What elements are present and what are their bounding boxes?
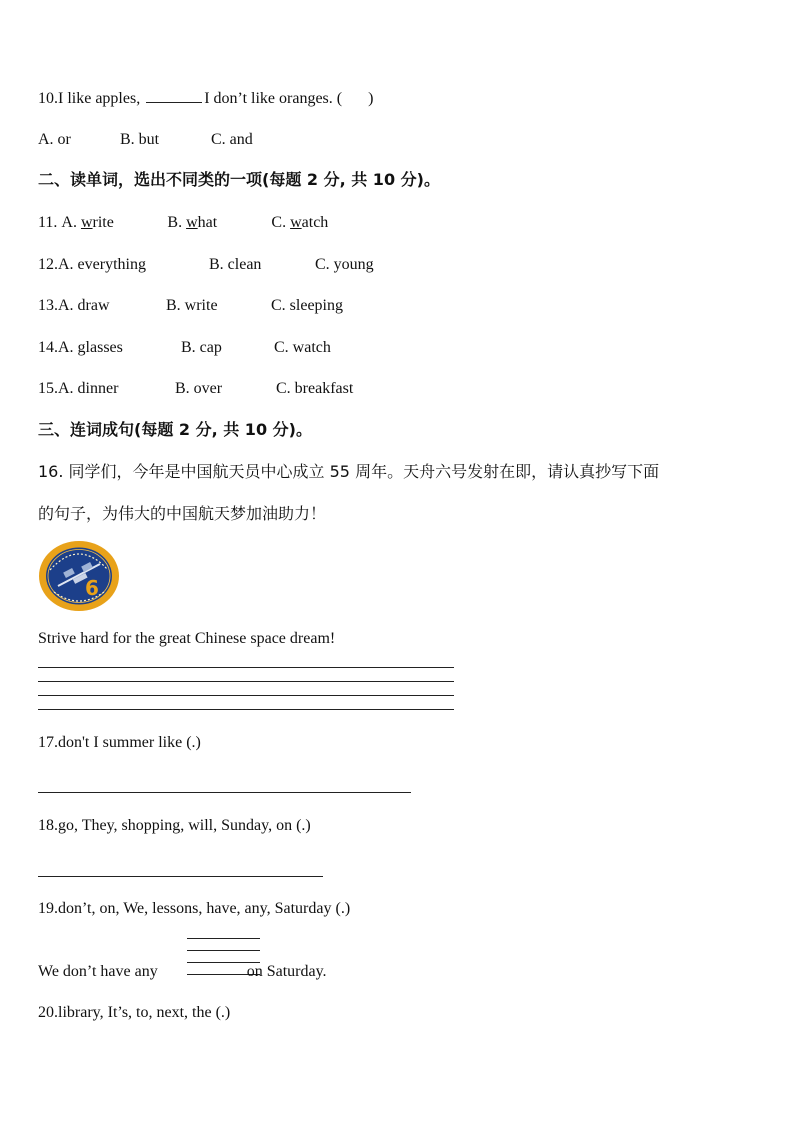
q17-answer-line[interactable]	[38, 792, 411, 793]
section-3-heading: 三、连词成句(每题 2 分, 共 10 分)。	[38, 420, 312, 439]
q10-stem-b: I don’t like oranges. (	[204, 90, 343, 107]
question-14	[38, 338, 331, 358]
q14-option-b[interactable]: B. cap	[181, 339, 222, 356]
q10-option-b[interactable]: B. but	[120, 131, 160, 148]
q11-option-c[interactable]: C. watch	[271, 214, 329, 231]
q10-stem-c: )	[368, 90, 374, 107]
question-17: 17.don't I summer like (.)	[38, 734, 201, 751]
q16-instruction-line-1: 16. 同学们，今年是中国航天员中心成立 55 周年。天舟六号发射在即，请认真抄写下面	[38, 462, 660, 481]
q16-copy-line[interactable]	[38, 695, 454, 696]
question-19: 19.don’t, on, We, lessons, have, any, Saturday (.)	[38, 900, 351, 917]
question-13	[38, 296, 343, 316]
q19-answer-post: on Saturday.	[246, 963, 327, 980]
q19-answer-pre: We don’t have any	[38, 963, 158, 980]
q12-option-b[interactable]: B. clean	[209, 256, 262, 273]
q11-option-b[interactable]: B. what	[167, 214, 218, 231]
q15-option-a[interactable]: 15.A. dinner	[38, 380, 119, 397]
q10-option-a[interactable]: A. or	[38, 131, 71, 148]
q19-blank-line[interactable]	[187, 950, 260, 951]
q18-answer-line[interactable]	[38, 876, 323, 877]
question-15	[38, 379, 353, 399]
q16-copy-line[interactable]	[38, 667, 454, 668]
section-2-heading: 二、读单词，选出不同类的一项(每题 2 分, 共 10 分)。	[38, 170, 440, 189]
question-10	[38, 88, 373, 109]
q12-option-c[interactable]: C. young	[315, 256, 374, 273]
q10-options	[38, 130, 253, 150]
q13-option-a[interactable]: 13.A. draw	[38, 297, 110, 314]
q16-copy-line[interactable]	[38, 681, 454, 682]
q16-copy-line[interactable]	[38, 709, 454, 710]
question-11	[38, 213, 328, 233]
q15-option-c[interactable]: C. breakfast	[276, 380, 354, 397]
question-18: 18.go, They, shopping, will, Sunday, on (.)	[38, 817, 311, 834]
svg-text:6: 6	[85, 576, 99, 600]
question-20: 20.library, It’s, to, next, the (.)	[38, 1004, 231, 1021]
q12-option-a[interactable]: 12.A. everything	[38, 256, 146, 273]
q10-blank[interactable]	[146, 88, 202, 103]
q14-option-c[interactable]: C. watch	[274, 339, 331, 356]
q16-sentence: Strive hard for the great Chinese space dream!	[38, 630, 336, 647]
q10-option-c[interactable]: C. and	[211, 131, 253, 148]
q16-instruction-line-2: 的句子，为伟大的中国航天梦加油助力！	[38, 504, 327, 523]
q15-option-b[interactable]: B. over	[175, 380, 223, 397]
mission-badge-icon	[38, 540, 120, 612]
q19-blank-line[interactable]	[187, 938, 260, 939]
q13-option-b[interactable]: B. write	[166, 297, 218, 314]
q14-option-a[interactable]: 14.A. glasses	[38, 339, 123, 356]
q13-option-c[interactable]: C. sleeping	[271, 297, 343, 314]
q10-stem: 10.I like apples,	[38, 90, 141, 107]
q19-answer-sentence	[38, 962, 327, 982]
q11-option-a[interactable]: A. write	[61, 214, 114, 231]
q11-num: 11.	[38, 214, 62, 231]
question-12	[38, 255, 374, 275]
